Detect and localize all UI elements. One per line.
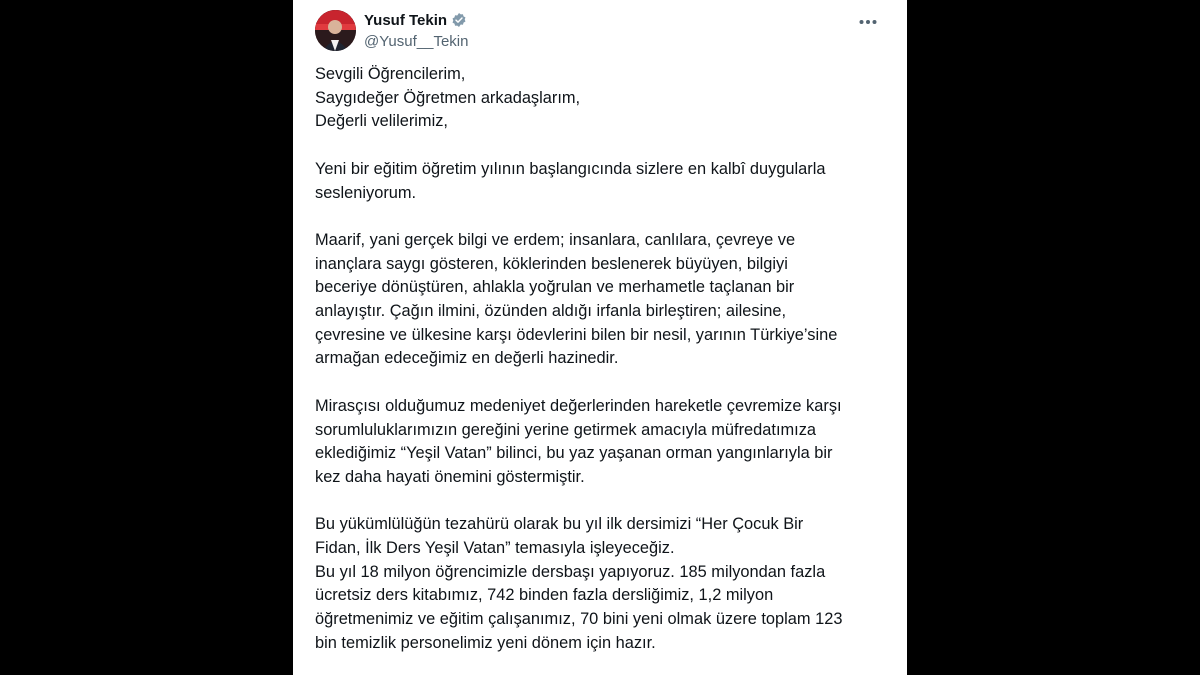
text-line: Mirasçısı olduğumuz medeniyet değerlerinden hareketle çevremize karşı	[315, 396, 842, 415]
text-line: kez daha hayati önemini göstermiştir.	[315, 467, 585, 486]
avatar-image-icon	[315, 10, 356, 51]
text-line: armağan edeceğimiz en değerli hazinedir.	[315, 349, 619, 368]
text-line: Değerli velilerimiz,	[315, 112, 448, 131]
more-horizontal-icon[interactable]	[855, 12, 881, 32]
paragraph-greeting	[315, 63, 875, 134]
paragraph-3	[315, 229, 875, 371]
text-line: Yeni bir eğitim öğretim yılının başlangıcında sizlere en kalbî duygularla	[315, 159, 826, 178]
paragraph-5	[315, 513, 875, 655]
tweet-card	[293, 0, 907, 675]
text-line: çevresine ve ülkesine karşı ödevlerini bilen bir nesil, yarının Türkiye’sine	[315, 325, 838, 344]
text-line: Bu yıl 18 milyon öğrencimizle dersbaşı yapıyoruz. 185 milyondan fazla	[315, 562, 826, 581]
text-line: öğretmenimiz ve eğitim çalışanımız, 70 bini yeni olmak üzere toplam 123	[315, 610, 843, 629]
text-line: Fidan, İlk Ders Yeşil Vatan” temasıyla işleyeceğiz.	[315, 539, 675, 557]
text-line: Sevgili Öğrencilerim,	[315, 65, 466, 83]
text-line: Saygıdeğer Öğretmen arkadaşlarım,	[315, 88, 581, 107]
handle[interactable]: @Yusuf__Tekin	[364, 33, 469, 50]
display-name[interactable]: Yusuf Tekin	[364, 11, 448, 29]
text-line: inançlara saygı gösteren, köklerinden beslenerek büyüyen, bilgiyi	[315, 254, 788, 273]
tweet	[293, 0, 907, 675]
paragraph-4	[315, 395, 875, 490]
paragraph-2	[315, 158, 875, 205]
text-line: anlayıştır. Çağın ilmini, özünden aldığı irfanla birleştiren; ailesine,	[315, 302, 787, 320]
tweet-text	[315, 63, 875, 656]
tweet-header	[315, 10, 887, 54]
text-line: sesleniyorum.	[315, 183, 417, 202]
text-line: beceriye dönüştüren, ahlakla yoğrulan ve merhametle taçlanan bir	[315, 278, 795, 297]
author-names	[364, 10, 468, 50]
avatar[interactable]	[315, 10, 356, 51]
display-name-row	[364, 10, 468, 30]
text-line: bin temizlik personelimiz yeni dönem için hazır.	[315, 633, 656, 652]
text-line: Maarif, yani gerçek bilgi ve erdem; insanlara, canlılara, çevreye ve	[315, 230, 796, 249]
text-line: Bu yükümlülüğün tezahürü olarak bu yıl ilk dersimizi “Her Çocuk Bir	[315, 515, 804, 534]
verified-badge-icon[interactable]	[451, 12, 467, 28]
text-line: ücretsiz ders kitabımız, 742 binden fazla dersliğimiz, 1,2 milyon	[315, 586, 774, 605]
text-line: eklediğimiz “Yeşil Vatan” bilinci, bu yaz yaşanan orman yangınlarıyla bir	[315, 444, 833, 463]
text-line: sorumluluklarımızın gereğini yerine getirmek amacıyla müfredatımıza	[315, 420, 817, 439]
